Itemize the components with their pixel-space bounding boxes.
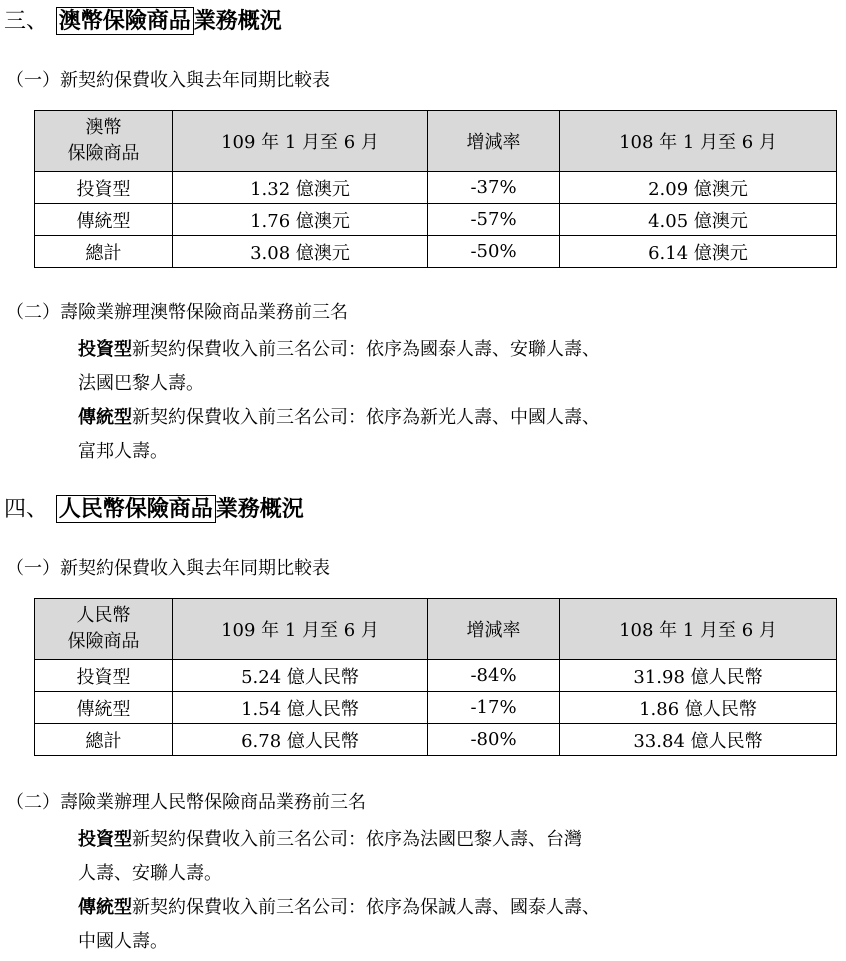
table-cell: 31.98 億人民幣: [560, 660, 837, 692]
table-row: [35, 692, 837, 724]
table-cell: -17%: [428, 692, 560, 724]
table-row: [35, 204, 837, 236]
table-row: [35, 724, 837, 756]
table-header-cell: 108 年 1 月至 6 月: [560, 111, 837, 172]
table-row: [35, 172, 837, 204]
section-4-number: 四、: [4, 497, 49, 522]
table-cell: 1.54 億人民幣: [173, 692, 428, 724]
table-header-cell: 108 年 1 月至 6 月: [560, 599, 837, 660]
bold-label: 投資型: [78, 829, 132, 850]
table-cell: 傳統型: [35, 204, 173, 236]
table-cell: 6.14 億澳元: [560, 236, 837, 268]
table-cell: 投資型: [35, 172, 173, 204]
table-cell: 1.76 億澳元: [173, 204, 428, 236]
table-header-cell: 增減率: [428, 599, 560, 660]
table-cell: 33.84 億人民幣: [560, 724, 837, 756]
table-header-cell: 109 年 1 月至 6 月: [173, 111, 428, 172]
section-4-table: [34, 598, 837, 756]
paragraph-text: 新契約保費收入前三名公司：依序為法國巴黎人壽、台灣: [132, 829, 582, 850]
table-cell: 投資型: [35, 660, 173, 692]
table-cell: 總計: [35, 236, 173, 268]
table-cell: 6.78 億人民幣: [173, 724, 428, 756]
section-3-table: [34, 110, 837, 268]
section-4-sub-heading-2: （二）壽險業辦理人民幣保險商品業務前三名: [6, 792, 366, 813]
table-cell: 1.32 億澳元: [173, 172, 428, 204]
table-cell: -50%: [428, 236, 560, 268]
section-3-paragraph-investment: [78, 333, 600, 469]
table-header-cell: 增減率: [428, 111, 560, 172]
table-row: [35, 660, 837, 692]
table-cell: 5.24 億人民幣: [173, 660, 428, 692]
paragraph-text: 法國巴黎人壽。: [78, 373, 204, 394]
section-4-paragraph-investment: [78, 823, 600, 959]
section-4-sub-heading-1: （一）新契約保費收入與去年同期比較表: [6, 558, 330, 579]
section-4-heading: [4, 492, 304, 523]
table-row: [35, 236, 837, 268]
table-cell: -80%: [428, 724, 560, 756]
section-3-number: 三、: [4, 9, 49, 34]
section-3-title-boxed: 澳幣保險商品: [56, 7, 194, 35]
section-3-title-rest: 業務概況: [193, 8, 282, 34]
paragraph-text: 中國人壽。: [78, 931, 168, 952]
table-header-row: [35, 599, 837, 660]
paragraph-text: 新契約保費收入前三名公司：依序為保誠人壽、國泰人壽、: [132, 897, 600, 918]
table-cell: 3.08 億澳元: [173, 236, 428, 268]
paragraph-text: 人壽、安聯人壽。: [78, 863, 222, 884]
table-cell: -84%: [428, 660, 560, 692]
paragraph-text: 新契約保費收入前三名公司：依序為國泰人壽、安聯人壽、: [132, 339, 600, 360]
table-cell: -37%: [428, 172, 560, 204]
bold-label: 投資型: [78, 339, 132, 360]
section-3-sub-heading-2: （二）壽險業辦理澳幣保險商品業務前三名: [6, 302, 348, 323]
bold-label: 傳統型: [78, 897, 132, 918]
table-header-row: [35, 111, 837, 172]
table-cell: -57%: [428, 204, 560, 236]
bold-label: 傳統型: [78, 407, 132, 428]
table-cell: 4.05 億澳元: [560, 204, 837, 236]
section-3-heading: [4, 4, 282, 35]
section-3-sub-heading-1: （一）新契約保費收入與去年同期比較表: [6, 70, 330, 91]
table-header-cell: 澳幣 保險商品: [35, 111, 173, 172]
section-4-title-boxed: 人民幣保險商品: [56, 495, 216, 523]
table-cell: 總計: [35, 724, 173, 756]
table-cell: 2.09 億澳元: [560, 172, 837, 204]
table-cell: 1.86 億人民幣: [560, 692, 837, 724]
table-header-cell: 109 年 1 月至 6 月: [173, 599, 428, 660]
paragraph-text: 新契約保費收入前三名公司：依序為新光人壽、中國人壽、: [132, 407, 600, 428]
table-header-cell: 人民幣 保險商品: [35, 599, 173, 660]
paragraph-text: 富邦人壽。: [78, 441, 168, 462]
table-cell: 傳統型: [35, 692, 173, 724]
section-4-title-rest: 業務概況: [215, 496, 304, 522]
